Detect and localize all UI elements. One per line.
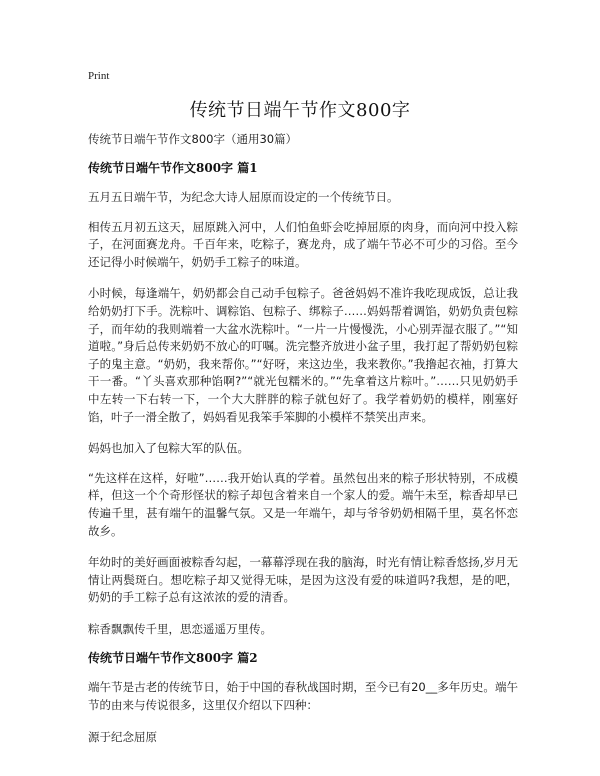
- paragraph: 妈妈也加入了包粽大军的队伍。: [88, 441, 249, 456]
- paragraph: 小时候，每逢端午，奶奶都会自己动手包粽子。爸爸妈妈不准许我吃现成饭，总让我给奶奶打下手。洗粽叶、调粽馅、包粽子、绑粽子……妈妈帮着调馅，奶奶负责包粽子，而年幼的我则端着一大盆水洗粽叶。“一片一片慢慢洗，小心别弄湿衣服了。”“知道啦。”身后总传来奶奶不放心的叮嘱。洗完整齐放进小盆子里，我打起了帮奶奶包粽子的鬼主意。“奶奶，我来帮你。”“好呀，来这边坐，我来教你。”我撸起衣袖，打算大干一番。“丫头喜欢那种馅啊?”“就光包糯米的。”“先拿着这片粽叶。”……只见奶奶手中左转一下右转一下，一个大大胖胖的粽子就包好了。我学着奶奶的模样，刚塞好馅，叶子一滑全散了，妈妈看见我笨手笨脚的小模样不禁笑出声来。: [88, 286, 518, 424]
- paragraph: 粽香飘飘传千里，思恋遥遥万里传。: [88, 621, 272, 636]
- section-heading-2: 传统节日端午节作文800字 篇2: [88, 651, 258, 666]
- paragraph: 相传五月初五这天，屈原跳入河中，人们怕鱼虾会吃掉屈原的肉身，而向河中投入粽子，在河面赛龙舟。千百年来，吃粽子，赛龙舟，成了端午节必不可少的习俗。至今还记得小时候端午，奶奶手工粽子的味道。: [88, 219, 518, 269]
- print-link[interactable]: Print: [88, 70, 110, 82]
- paragraph: 源于纪念屈原: [88, 729, 157, 744]
- page-title: 传统节日端午节作文800字: [189, 100, 411, 121]
- article-subtitle: 传统节日端午节作文800字（通用30篇）: [88, 132, 298, 146]
- section-heading-1: 传统节日端午节作文800字 篇1: [88, 161, 258, 175]
- paragraph: 五月五日端午节，为纪念大诗人屈原而设定的一个传统节日。: [88, 190, 399, 204]
- paragraph: 端午节是古老的传统节日，始于中国的春秋战国时期，至今已有20__多年历史。端午节的由来与传说很多，这里仅介绍以下四种：: [88, 680, 518, 713]
- paragraph: “先这样在这样，好啦”……我开始认真的学着。虽然包出来的粽子形状特别，不成模样，但这一个个奇形怪状的粽子却包含着来自一个家人的爱。端午未至，粽香却早已传遍千里，甚有端午的温馨气氛。又是一年端午，却与爷爷奶奶相隔千里，莫名怀恋故乡。: [88, 470, 518, 538]
- paragraph: 年幼时的美好画面被粽香勾起，一幕幕浮现在我的脑海，时光有情让粽香悠扬,岁月无情让两鬓斑白。想吃粽子却又觉得无味，是因为这没有爱的味道吗?我想，是的吧，奶奶的手工粽子总有这浓浓的爱的清香。: [88, 555, 518, 605]
- article-body: [88, 131, 518, 758]
